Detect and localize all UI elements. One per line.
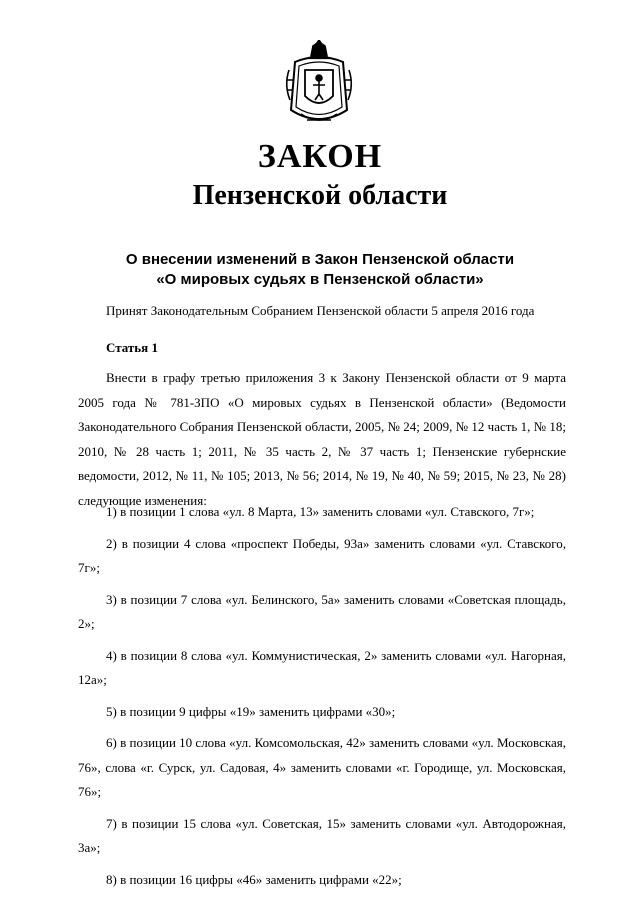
law-title: ЗАКОН	[257, 138, 383, 175]
amendment-item: 8) в позиции 16 цифры «46» заменить цифрами «22»;	[106, 871, 402, 887]
amendment-item: 3) в позиции 7 слова «ул. Белинского, 5а» заменить словами «Советская площадь, 2»;	[78, 591, 566, 631]
amendment-item: 7) в позиции 15 слова «ул. Советская, 15» заменить словами «ул. Автодорожная, 3а»;	[78, 815, 566, 855]
adoption-note: Принят Законодательным Собранием Пензенской области 5 апреля 2016 года	[106, 303, 535, 318]
amendment-item: 1) в позиции 1 слова «ул. 8 Марта, 13» заменить словами «ул. Ставского, 7г»;	[106, 504, 535, 519]
law-subject	[0, 250, 640, 290]
amendment-item: 6) в позиции 10 слова «ул. Комсомольская, 42» заменить словами «ул. Московская, 76», слова «г. Сурск, ул. Садовая, 4» заменить словами «г. Городище, ул. Московская, 76»;	[78, 735, 566, 799]
article-heading: Статья 1	[106, 340, 158, 355]
article-intro-paragraph: Внести в графу третью приложения 3 к Закону Пензенской области от 9 марта 2005 года № 781-ЗПО «О мировых судьях в Пензенской области» (Ведомости Законодательного Собрания Пензенской области, 2005, № 24; 2009, № 12 часть 1, № 18; 2010, № 28 часть 1; 2011, № 35 часть 2, № 37 часть 1; Пензенские губернские ведомости, 2012, № 11, № 105; 2013, № 56; 2014, № 19, № 40, № 59; 2015, № 23, № 28) следующие изменения:	[78, 370, 566, 508]
law-subject-line: «О мировых судьях в Пензенской области»	[156, 271, 484, 288]
amendment-item: 5) в позиции 9 цифры «19» заменить цифрами «30»;	[106, 703, 396, 719]
law-subject-line: О внесении изменений в Закон Пензенской области	[125, 251, 515, 268]
penza-coat-of-arms-emblem	[281, 40, 357, 130]
amendment-list	[78, 500, 566, 899]
law-region: Пензенской области	[192, 180, 448, 211]
amendment-item: 4) в позиции 8 слова «ул. Коммунистическая, 2» заменить словами «ул. Нагорная, 12а»;	[78, 647, 566, 687]
amendment-item: 2) в позиции 4 слова «проспект Победы, 93а» заменить словами «ул. Ставского, 7г»;	[78, 535, 566, 575]
